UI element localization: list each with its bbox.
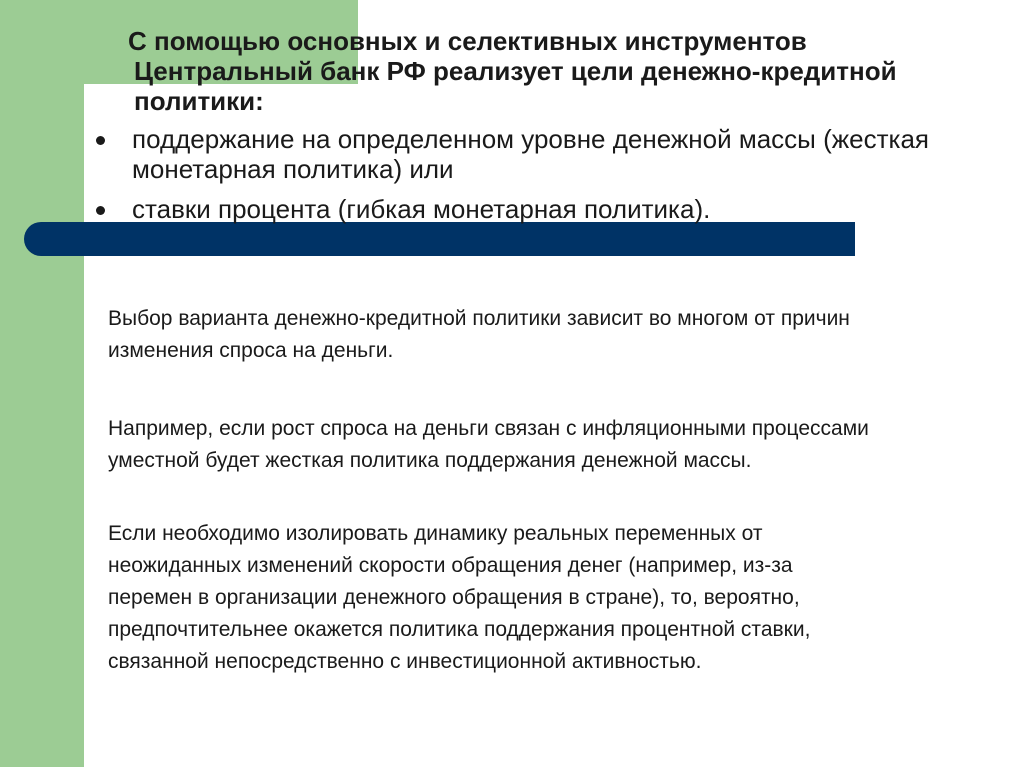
left-green-band	[0, 0, 84, 767]
bullet-dot-icon	[96, 206, 105, 215]
paragraph-line: перемен в организации денежного обращения в стране), то, вероятно,	[108, 586, 800, 609]
paragraph-line: Если необходимо изолировать динамику реальных переменных от	[108, 522, 763, 545]
paragraph-line: уместной будет жесткая политика поддержания денежной массы.	[108, 449, 752, 472]
bullet-dot-icon	[96, 136, 105, 145]
paragraph-line: связанной непосредственно с инвестиционной активностью.	[108, 650, 702, 673]
bullet-item	[90, 194, 1020, 224]
bullet-text-line: поддержание на определенном уровне денежной массы (жесткая	[132, 124, 929, 154]
title-line-2: Центральный банк РФ реализует цели денежно-кредитной	[134, 56, 897, 86]
paragraph-isolation	[108, 518, 810, 678]
paragraph-example	[108, 413, 869, 477]
bullet-text-line: ставки процента (гибкая монетарная политика).	[132, 194, 711, 224]
slide-title	[128, 26, 1008, 116]
paragraph-line: предпочтительнее окажется политика поддержания процентной ставки,	[108, 618, 811, 641]
paragraph-choice-of-policy	[108, 303, 850, 367]
title-line-1: С помощью основных и селективных инструментов	[128, 26, 807, 56]
bullet-list	[90, 124, 1020, 234]
title-line-3: политики:	[134, 86, 264, 116]
bullet-item	[90, 124, 1020, 184]
paragraph-line: Например, если рост спроса на деньги связан с инфляционными процессами	[108, 417, 869, 440]
paragraph-line: изменения спроса на деньги.	[108, 339, 394, 362]
paragraph-line: неожиданных изменений скорости обращения денег (например, из-за	[108, 554, 793, 577]
bullet-text-line: монетарная политика) или	[132, 154, 454, 184]
paragraph-line: Выбор варианта денежно-кредитной политики зависит во многом от причин	[108, 307, 850, 330]
